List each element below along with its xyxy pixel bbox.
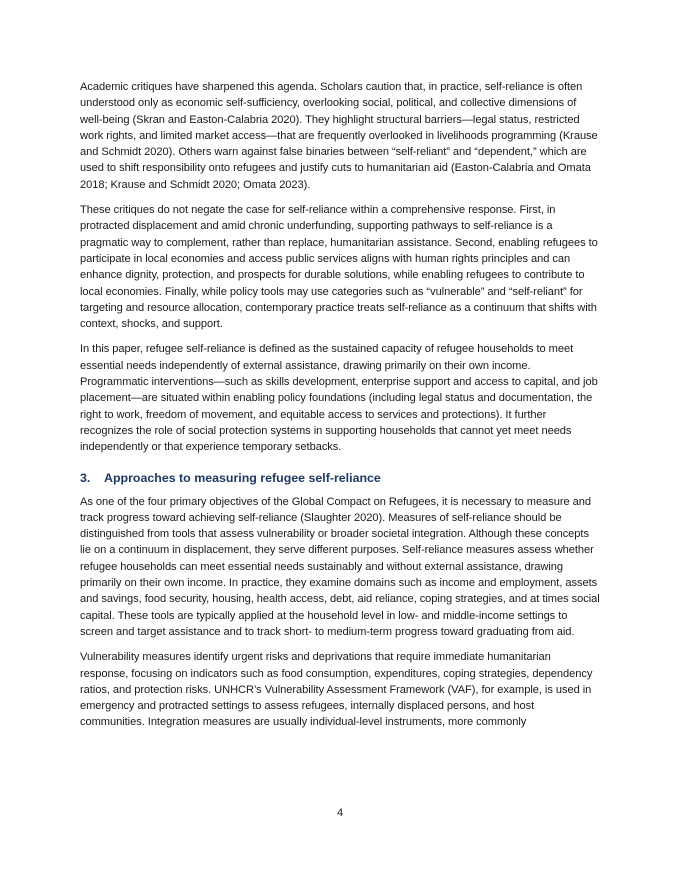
section-title: Approaches to measuring refugee self-reliance <box>104 470 381 485</box>
section-number: 3. <box>80 470 91 485</box>
page-number: 4 <box>336 807 344 819</box>
body-paragraph-3: In this paper, refugee self-reliance is defined as the sustained capacity of refugee households to meet essential needs independently of external assistance, drawing primarily on their own income. Programmatic interventions—such as skills development, enterprise support and access to capital, and job placement—are situated within enabling policy foundations (including legal status and documentation, the right to work, freedom of movement, and equitable access to services and protections). It further recognizes the role of social protection systems in supporting households that cannot yet meet needs independently or that experience temporary setbacks. <box>80 343 598 454</box>
body-paragraph-5: Vulnerability measures identify urgent risks and deprivations that require immediate humanitarian response, focusing on indicators such as food consumption, expenditures, coping strategies, dependency ratios, and protection risks. UNHCR’s Vulnerability Assessment Framework (VAF), for example, is used in emergency and protracted settings to assess refugees, internally displaced persons, and host communities. Integration measures are usually individual-level instruments, more commonly <box>80 651 593 729</box>
section-heading <box>80 470 600 486</box>
document-page <box>80 79 600 740</box>
body-paragraph-4: As one of the four primary objectives of the Global Compact on Refugees, it is necessary to measure and track progress toward achieving self-reliance (Slaughter 2020). Measures of self-reliance should be distinguished from tools that assess vulnerability or broader societal integration. Although these concepts lie on a continuum in displacement, they serve different purposes. Self-reliance measures assess whether refugee households can meet essential needs sustainably and without external assistance, drawing primarily on their own income. In practice, they examine domains such as income and employment, assets and savings, food security, housing, health access, debt, aid reliance, coping strategies, and at times social capital. These tools are typically applied at the household level in low- and middle-income settings to screen and target assistance and to track short- to medium-term progress toward graduating from aid. <box>80 495 600 638</box>
body-paragraph-1: Academic critiques have sharpened this agenda. Scholars caution that, in practice, self-reliance is often understood only as economic self-sufficiency, overlooking social, political, and collective dimensions of well-being (Skran and Easton-Calabria 2020). They highlight structural barriers—legal status, restricted work rights, and limited market access—that are frequently overlooked in livelihoods programming (Krause and Schmidt 2020). Others warn against false binaries between “self-reliant” and “dependent,” which are used to shift responsibility onto refugees and justify cuts to humanitarian aid (Easton-Calabria and Omata 2018; Krause and Schmidt 2020; Omata 2023). <box>80 81 598 191</box>
body-paragraph-2: These critiques do not negate the case for self-reliance within a comprehensive response. First, in protracted displacement and amid chronic underfunding, supporting pathways to self-reliance is a pragmatic way to complement, rather than replace, humanitarian assistance. Second, enabling refugees to participate in local economies and access public services aligns with human rights principles and can enhance dignity, protection, and prospects for durable solutions, while enabling refugees to contribute to local economies. Finally, while policy tools may use categories such as “vulnerable” and “self-reliant” for targeting and resource allocation, contemporary practice treats self-reliance as a continuum that shifts with context, shocks, and support. <box>80 204 598 331</box>
